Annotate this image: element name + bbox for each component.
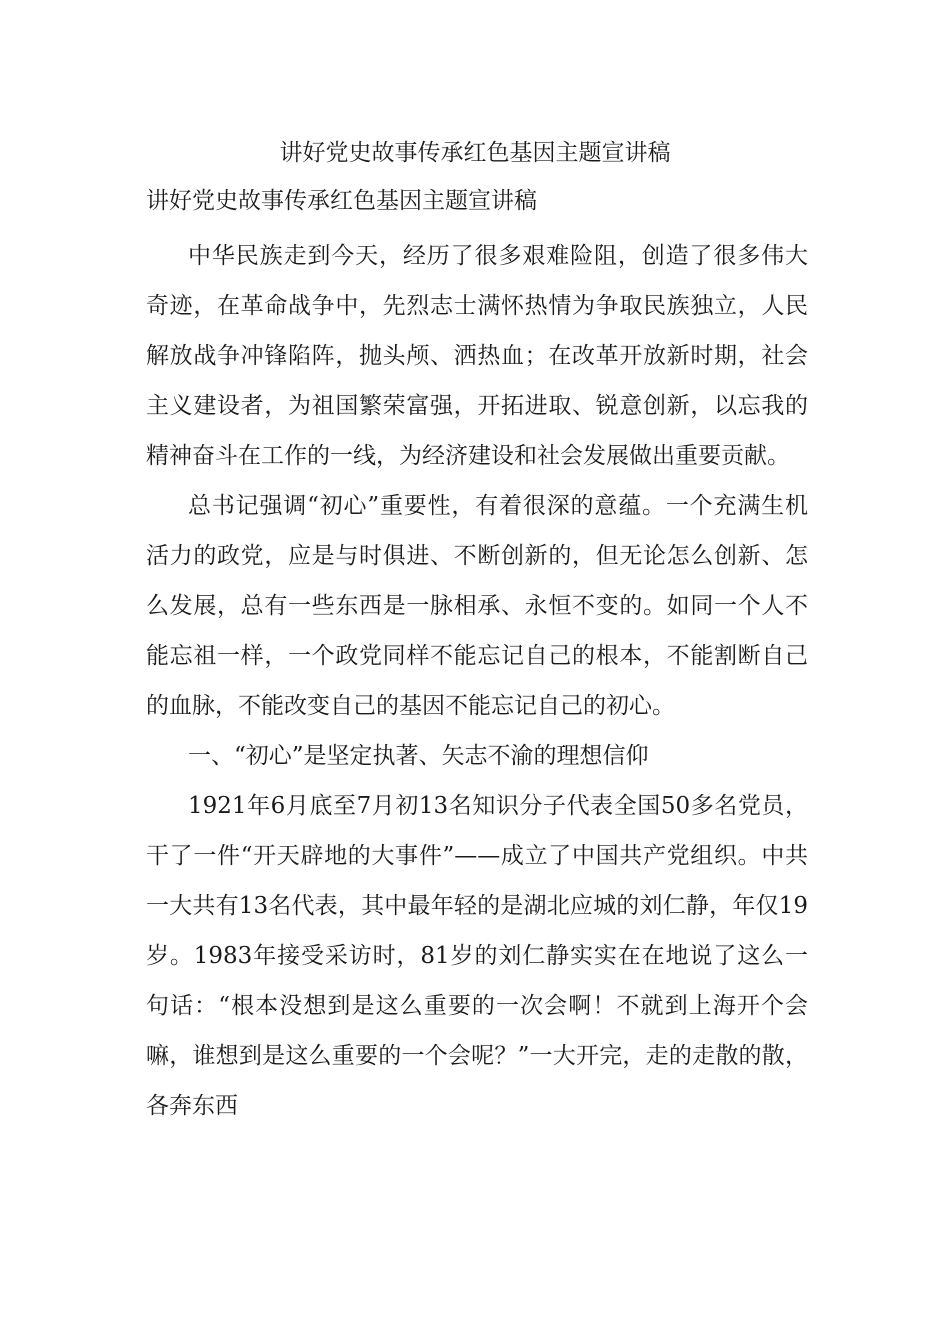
document-subtitle: 讲好党史故事传承红色基因主题宣讲稿 (146, 188, 537, 214)
paragraph-first-congress: 1921年6月底至7月初13名知识分子代表全国50多名党员，干了一件“开天辟地的大事件”——成立了中国共产党组织。中共一大共有13名代表，其中最年轻的是湖北应城的刘仁静，年仅19岁。1983年接受采访时，81岁的刘仁静实实在在地说了这么一句话：“根本没想到是这么重要的一次会啊！不就到上海开个会嘛，谁想到是这么重要的一个会呢？”一大开完，走的走散的散，各奔东西 (146, 793, 808, 1119)
document-body (146, 181, 808, 1131)
paragraph-original-aspiration: 总书记强调“初心”重要性，有着很深的意蕴。一个充满生机活力的政党，应是与时俱进、不断创新的，但无论怎么创新、怎么发展，总有一些东西是一脉相承、永恒不变的。如同一个人不能忘祖一样，一个政党同样不能忘记自己的根本，不能割断自己的血脉，不能改变自己的基因不能忘记自己的初心。 (146, 493, 808, 719)
section-heading-1: 一、“初心”是坚定执著、矢志不渝的理想信仰 (188, 743, 649, 769)
paragraph-intro: 中华民族走到今天，经历了很多艰难险阻，创造了很多伟大奇迹，在革命战争中，先烈志士满怀热情为争取民族独立，人民解放战争冲锋陷阵，抛头颅、洒热血；在改革开放新时期，社会主义建设者，为祖国繁荣富强，开拓进取、锐意创新，以忘我的精神奋斗在工作的一线，为经济建设和社会发展做出重要贡献。 (146, 243, 808, 469)
document-title: 讲好党史故事传承红色基因主题宣讲稿 (279, 140, 671, 166)
